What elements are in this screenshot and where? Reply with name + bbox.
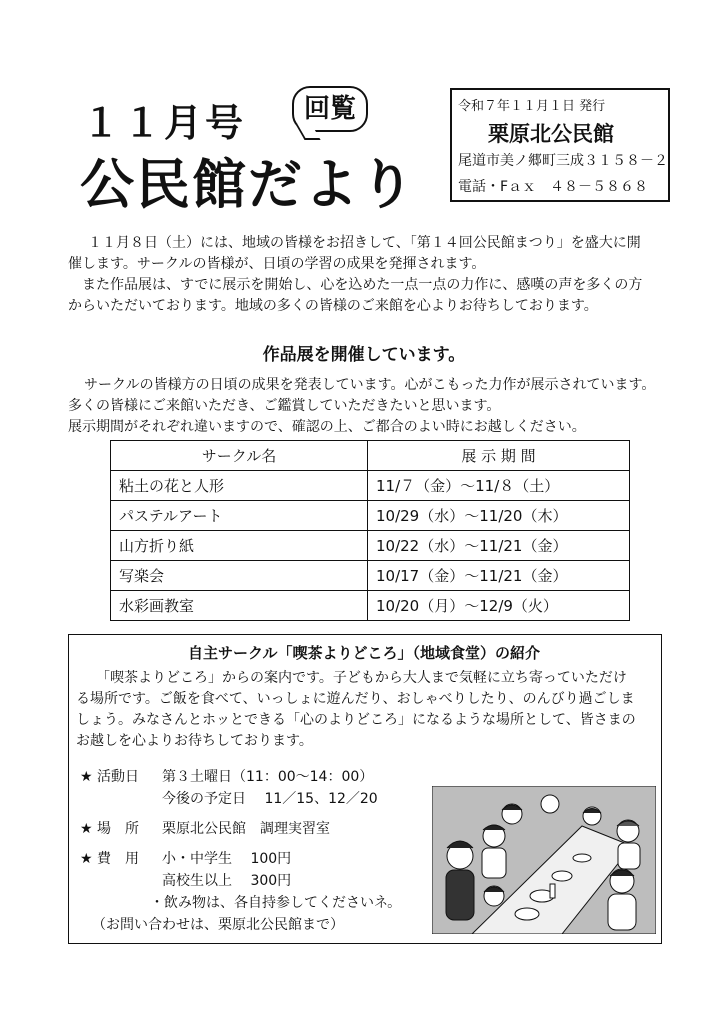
publisher-phone: 電話・Fａｘ ４８－５８６８ <box>458 179 649 195</box>
period-cell: 11/７（金）～11/８（土） <box>368 471 630 501</box>
place-value: 栗原北公民館 調理実習室 <box>162 821 330 837</box>
exhibition-line: 多くの皆様にご来館いただき、ご鑑賞していただきたいと思います。 <box>68 398 501 414</box>
column-header-circle: サークル名 <box>111 441 368 471</box>
fee-students: 小・中学生 100円 <box>162 851 292 867</box>
table-row <box>111 531 630 561</box>
exhibition-heading: 作品展を開催しています。 <box>262 345 466 365</box>
period-cell: 10/17（金）～11/21（金） <box>368 561 630 591</box>
publisher-address: 尾道市美ノ郷町三成３１５８－２ <box>458 153 668 169</box>
schedule-dates: 今後の予定日 11／15、12／20 <box>162 791 378 807</box>
circle-name-cell: 水彩画教室 <box>111 591 368 621</box>
dining-illustration <box>432 786 656 934</box>
publisher-name: 栗原北公民館 <box>488 122 614 146</box>
fee-label: ★ 費 用 <box>80 851 140 867</box>
period-cell: 10/29（水）～11/20（木） <box>368 501 630 531</box>
table-row <box>111 561 630 591</box>
place-label: ★ 場 所 <box>80 821 140 837</box>
period-cell: 10/20（月）～12/9（火） <box>368 591 630 621</box>
exhibition-line: サークルの皆様方の日頃の成果を発表しています。心がこもった力作が展示されています。 <box>84 377 656 393</box>
circle-intro-line: お越しを心よりお待ちしております。 <box>76 733 313 749</box>
exhibition-line: 展示期間がそれぞれ違いますので、確認の上、ご都合のよい時にお越しください。 <box>68 419 586 435</box>
circle-intro-line: る場所です。ご飯を食べて、いっしょに遊んだり、おしゃべりしたり、のんびり過ごしま <box>76 691 635 707</box>
drinks-note: ・飲み物は、各自持参してくださいネ。 <box>150 895 402 911</box>
table-row <box>111 501 630 531</box>
exhibition-table <box>110 440 630 621</box>
circle-name-cell: 粘土の花と人形 <box>111 471 368 501</box>
circle-intro-line: しょう。みなさんとホッとできる「心のよりどころ」になるような場所として、皆さまの <box>76 712 636 728</box>
activity-value: 第３土曜日（11：00～14：00） <box>162 769 374 785</box>
contact-note: （お問い合わせは、栗原北公民館まで） <box>92 917 344 933</box>
newsletter-title: 公民館だより <box>80 153 416 216</box>
intro-line: １１月８日（土）には、地域の皆様をお招きして、「第１４回公民館まつり」を盛大に開 <box>88 235 641 251</box>
table-row <box>111 591 630 621</box>
issue-date: 令和７年１１月１日 発行 <box>458 99 606 114</box>
intro-line: からいただいております。地域の多くの皆様のご来館を心よりお待ちしております。 <box>68 298 598 314</box>
circle-name-cell: 写楽会 <box>111 561 368 591</box>
table-header-row <box>111 441 630 471</box>
intro-line: 催します。サークルの皆様が、日頃の学習の成果を発揮されます。 <box>68 256 486 272</box>
intro-line: また作品展は、すでに展示を開始し、心を込めた一点一点の力作に、感嘆の声を多くの方 <box>68 277 643 293</box>
issue-label: １１月号 <box>82 101 247 145</box>
activity-label: ★ 活動日 <box>80 769 140 785</box>
fee-adults: 高校生以上 300円 <box>162 873 292 889</box>
kairan-badge: 回覧 <box>292 86 368 132</box>
circle-intro-heading: 自主サークル「喫茶よりどころ」（地域食堂）の紹介 <box>187 644 541 662</box>
circle-name-cell: パステルアート <box>111 501 368 531</box>
column-header-period: 展 示 期 間 <box>368 441 630 471</box>
circle-intro-line: 「喫茶よりどころ」からの案内です。子どもから大人まで気軽に立ち寄っていただけ <box>96 670 627 686</box>
circle-name-cell: 山方折り紙 <box>111 531 368 561</box>
table-row <box>111 471 630 501</box>
period-cell: 10/22（水）～11/21（金） <box>368 531 630 561</box>
